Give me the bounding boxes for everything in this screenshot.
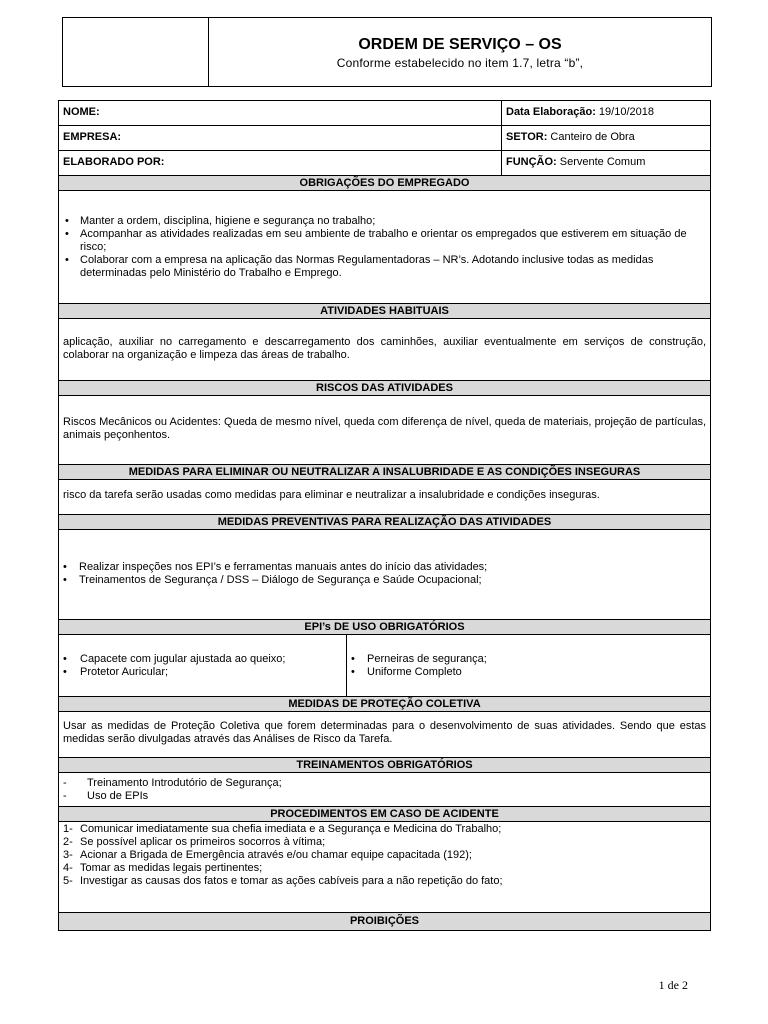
section-header-treinamentos: TREINAMENTOS OBRIGATÓRIOS [59,758,710,773]
section-body-protecao-coletiva [59,712,710,758]
section-body-obrigacoes [59,191,710,304]
data-elaboracao-label: Data Elaboração: [506,106,596,118]
list-item: 1- Comunicar imediatamente sua chefia imediata e a Segurança e Medicina do Trabalho; [63,823,502,835]
setor-label: SETOR: [506,131,548,143]
info-row-nome [59,101,710,126]
list-item: - Treinamento Introdutório de Segurança; [63,777,706,790]
setor-value: Canteiro de Obra [547,131,635,143]
section-body-treinamentos [59,773,710,807]
setor-cell [502,126,710,150]
list-item: - Uso de EPIs [63,790,706,803]
list-item: • Perneiras de segurança; [349,653,708,666]
list-item: 4- Tomar as medidas legais pertinentes; [63,862,263,874]
section-body-riscos [59,396,710,465]
section-header-procedimentos: PROCEDIMENTOS EM CASO DE ACIDENTE [59,807,710,822]
document-subtitle: Conforme estabelecido no item 1.7, letra “b”, [336,56,584,70]
list-item: • Manter a ordem, disciplina, higiene e segurança no trabalho; [63,215,706,228]
medidas-preventivas-list [59,561,706,587]
riscos-text: Riscos Mecânicos ou Acidentes: Queda de mesmo nível, queda com diferença de nível, queda de materiais, projeção de partículas, animais peçonhentos. [63,416,706,441]
section-header-riscos: RISCOS DAS ATIVIDADES [59,381,710,396]
data-elaboracao-cell [502,101,710,125]
epis-right-list [349,653,708,679]
elaborado-label: ELABORADO POR: [59,151,502,175]
logo-cell [63,18,209,86]
info-row-empresa [59,126,710,151]
funcao-value: Servente Comum [556,156,646,168]
epis-left-list [61,653,344,679]
obrigacoes-list [63,215,706,280]
list-item: • Uniforme Completo [349,666,708,679]
section-body-atividades [59,319,710,381]
section-header-proibicoes: PROIBIÇÕES [59,913,710,930]
section-header-medidas-preventivas: MEDIDAS PREVENTIVAS PARA REALIZAÇÃO DAS ATIVIDADES [59,515,710,530]
treinamentos-list [63,777,706,803]
section-header-protecao-coletiva: MEDIDAS DE PROTEÇÃO COLETIVA [59,697,710,712]
medidas-eliminar-text: risco da tarefa serão usadas como medidas para eliminar e neutralizar a insalubridade e condições inseguras. [63,489,600,501]
info-row-elaborado [59,151,710,176]
list-item: 5- Investigar as causas dos fatos e tomar as ações cabíveis para a não repetição do fato; [63,875,503,887]
epis-left-cell [59,635,347,696]
epis-right-cell [347,635,710,696]
list-item: 3- Acionar a Brigada de Emergência através e/ou chamar equipe capacitada (192); [63,849,472,861]
document-title: ORDEM DE SERVIÇO – OS [358,36,562,53]
protecao-coletiva-text: Usar as medidas de Proteção Coletiva que forem determinadas para o desenvolvimento de suas atividades. Sendo que estas medidas serão divulgadas através das Análises de Risco da Tarefa. [63,720,706,745]
section-body-medidas-preventivas [59,530,710,620]
list-item: • Realizar inspeções nos EPI’s e ferramentas manuais antes do início das atividades; [61,561,706,574]
list-item: • Acompanhar as atividades realizadas em seu ambiente de trabalho e orientar os empregados que estiverem em situação de risco; [63,228,706,254]
section-header-atividades: ATIVIDADES HABITUAIS [59,304,710,319]
document-header [62,17,712,87]
list-item: • Protetor Auricular; [61,666,344,679]
data-elaboracao-value: 19/10/2018 [595,106,654,118]
page-number: 1 de 2 [658,978,688,992]
empresa-label: EMPRESA: [59,126,502,150]
nome-label: NOME: [59,101,502,125]
section-header-epis: EPI’s DE USO OBRIGATÓRIOS [59,620,710,635]
section-header-obrigacoes: OBRIGAÇÕES DO EMPREGADO [59,176,710,191]
funcao-label: FUNÇÃO: [506,156,557,168]
section-header-medidas-eliminar: MEDIDAS PARA ELIMINAR OU NEUTRALIZAR A INSALUBRIDADE E AS CONDIÇÕES INSEGURAS [59,465,710,480]
section-body-procedimentos [59,822,710,913]
list-item: • Treinamentos de Segurança / DSS – Diálogo de Segurança e Saúde Ocupacional; [61,574,706,587]
service-order-table [58,100,711,931]
section-body-medidas-eliminar [59,480,710,515]
funcao-cell [502,151,710,175]
list-item: • Colaborar com a empresa na aplicação das Normas Regulamentadoras – NR’s. Adotando inclusive todas as medidas determinadas pelo Ministério do Trabalho e Emprego. [63,254,706,280]
procedimentos-list [63,823,706,888]
list-item: • Capacete com jugular ajustada ao queixo; [61,653,344,666]
atividades-text: aplicação, auxiliar no carregamento e descarregamento dos caminhões, auxiliar eventualmente em serviços de construção, colaborar na organização e limpeza das áreas de trabalho. [63,336,706,361]
list-item: 2- Se possível aplicar os primeiros socorros à vítima; [63,836,326,848]
section-body-epis [59,635,710,697]
